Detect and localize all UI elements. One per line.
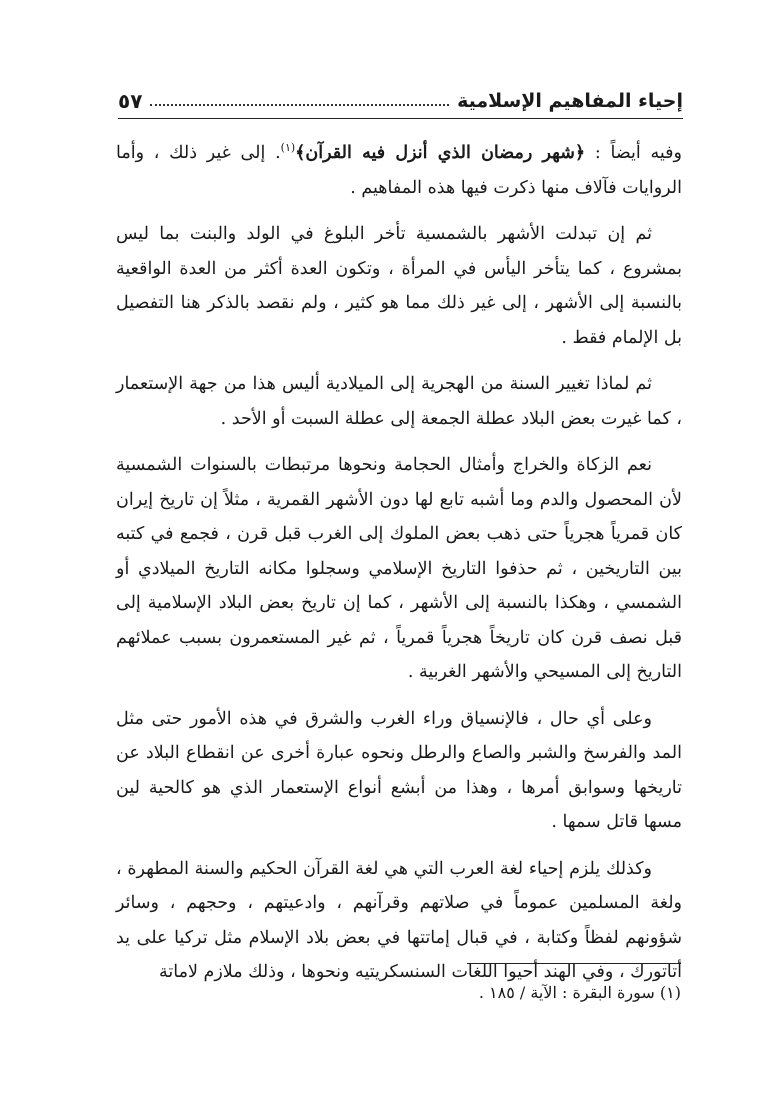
paragraph-6: وكذلك يلزم إحياء لغة العرب التي هي لغة القرآن الحكيم والسنة المطهرة ، ولغة المسلمين عموماً في صلاتهم وقرآنهم ، وادعيتهم ، وحجهم ، وسائر شؤونهم لفظاً وكتابة ، في قبال إماتتها في بعض بلاد الإسلام مثل تركيا على يد أتاتورك ، وفي الهند أحيوا اللغات السنسكريتيه ونحوها ، وذلك ملازم لاماتة [116,858,682,982]
page-number: ٥٧ [118,89,143,113]
footnote: (١) سورة البقرة : الآية / ١٨٥ . [478,983,681,1002]
paragraph-1 [116,136,682,205]
body-text [116,136,682,1002]
paragraph-3: ثم لماذا تغيير السنة من الهجرية إلى الميلادية أليس هذا من جهة الإستعمار ، كما غيرت بعض البلاد عطلة الجمعة إلى عطلة السبت أو الأحد . [116,374,682,429]
header-leader-dots [150,104,449,106]
paragraph-1-rest: . إلى غير ذلك ، وأما الروايات فآلاف منها ذكرت فيها هذه المفاهيم . [116,143,682,198]
paragraph-5: وعلى أي حال ، فالإنسياق وراء الغرب والشرق في هذه الأمور حتى مثل المد والفرسخ والشبر والصاع والرطل ونحوه عبارة أخرى عن انقطاع البلاد عن تاريخها وسوابق أمرها ، وهذا من أبشع أنواع الإستعمار الذي هو كالحية لين مسها قاتل سمها . [116,708,682,832]
paragraph-2: ثم إن تبدلت الأشهر بالشمسية تأخر البلوغ في الولد والبنت بما ليس بمشروع ، كما يتأخر اليأس في المرأة ، وتكون العدة أكثر من العدة الواقعية بالنسبة إلى الأشهر ، إلى غير ذلك مما هو كثير ، ولم نقصد بالذكر هنا التفصيل بل الإلمام فقط . [116,224,682,348]
footnote-divider [467,963,681,964]
quran-quote: ﴿شهر رمضان الذي أنزل فيه القرآن﴾ [295,143,586,163]
paragraph-4: نعم الزكاة والخراج وأمثال الحجامة ونحوها مرتبطات بالسنوات الشمسية لأن المحصول والدم وما أشبه تابع لها دون الأشهر القمرية ، مثلاً إن تاريخ إيران كان قمرياً هجرياً حتى ذهب بعض الملوك إلى الغرب قبل قرن ، فجمع في كتبه بين التاريخين ، ثم حذفوا التاريخ الإسلامي وسجلوا مكانه التاريخ الميلادي أو الشمسي ، وهكذا بالنسبة إلى الأشهر ، كما إن تاريخ بعض البلاد الإسلامية إلى قبل نصف قرن كان تاريخاً هجرياً قمرياً ، ثم غير المستعمرون بسبب عملائهم التاريخ إلى المسيحي والأشهر الغربية . [116,455,682,682]
paragraph-1-lead: وفيه أيضاً : [585,143,682,163]
footnote-reference[interactable]: (١) [280,141,296,155]
running-header [118,84,683,119]
running-title: إحياء المفاهيم الإسلامية [457,90,683,112]
